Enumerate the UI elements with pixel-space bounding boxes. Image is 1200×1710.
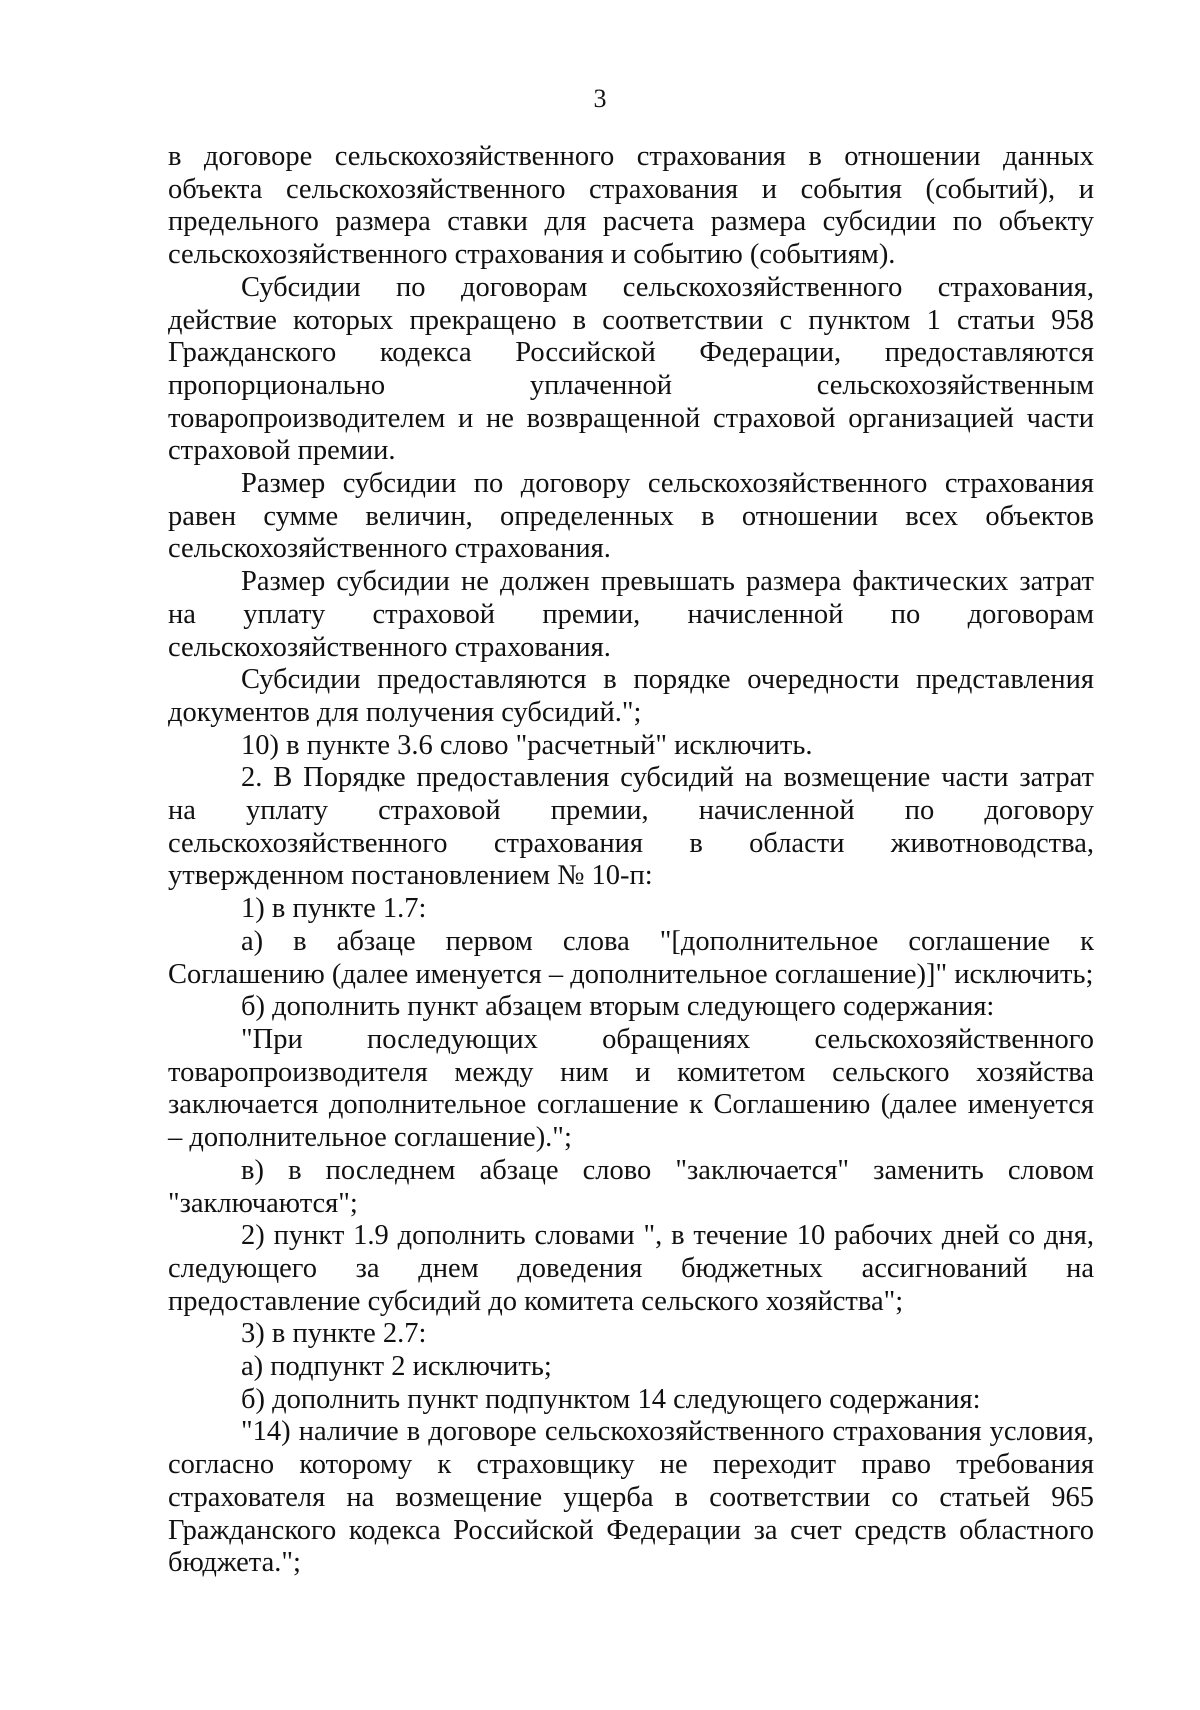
paragraph: Субсидии по договорам сельскохозяйственного страхования, действие которых прекращено в соответствии с пунктом 1 статьи 958 Гражданского кодекса Российской Федерации, предоставляются пропорционально уплаченной сельскохозяйственным товаропроизводителем и не возвращенной страховой организацией части страховой премии. (168, 271, 1094, 467)
document-body (168, 141, 1094, 1580)
paragraph: 1) в пункте 1.7: (241, 893, 427, 925)
page-number: 3 (593, 84, 607, 113)
paragraph: "При последующих обращениях сельскохозяйственного товаропроизводителя между ним и комитетом сельского хозяйства заключается дополнительное соглашение к Соглашению (далее именуется – дополнительное соглашение)."; (168, 1023, 1094, 1154)
paragraph: 3) в пункте 2.7: (241, 1318, 427, 1350)
paragraph: "14) наличие в договоре сельскохозяйственного страхования условия, согласно которому к страховщику не переходит право требования страхователя на возмещение ущерба в соответствии со статьей 965 Гражданского кодекса Российской Федерации за счет средств областного бюджета."; (168, 1416, 1094, 1579)
paragraph: 2. В Порядке предоставления субсидий на возмещение части затрат на уплату страховой премии, начисленной по договору сельскохозяйственного страхования в области животноводства, утвержденном постановлением № 10-п: (168, 762, 1094, 892)
paragraph: Субсидии предоставляются в порядке очередности представления документов для получения субсидий."; (168, 664, 1094, 728)
paragraph: б) дополнить пункт подпунктом 14 следующего содержания: (241, 1383, 981, 1415)
paragraph: в договоре сельскохозяйственного страхования в отношении данных объекта сельскохозяйственного страхования и события (событий), и предельного размера ставки для расчета размера субсидии по объекту сельскохозяйственного страхования и событию (событиям). (168, 141, 1094, 271)
paragraph: Размер субсидии не должен превышать размера фактических затрат на уплату страховой премии, начисленной по договорам сельскохозяйственного страхования. (168, 566, 1094, 663)
paragraph: а) подпункт 2 исключить; (241, 1351, 552, 1383)
paragraph: 10) в пункте 3.6 слово "расчетный" исключить. (241, 729, 813, 761)
paragraph: в) в последнем абзаце слово "заключается" заменить словом "заключаются"; (168, 1154, 1094, 1219)
paragraph: Размер субсидии по договору сельскохозяйственного страхования равен сумме величин, определенных в отношении всех объектов сельскохозяйственного страхования. (168, 468, 1094, 565)
paragraph: 2) пункт 1.9 дополнить словами ", в течение 10 рабочих дней со дня, следующего за днем доведения бюджетных ассигнований на предоставление субсидий до комитета сельского хозяйства"; (168, 1220, 1094, 1317)
paragraph: б) дополнить пункт абзацем вторым следующего содержания: (241, 991, 995, 1023)
paragraph: а) в абзаце первом слова "[дополнительное соглашение к Соглашению (далее именуется – дополнительное соглашение)]" исключить; (168, 925, 1094, 990)
